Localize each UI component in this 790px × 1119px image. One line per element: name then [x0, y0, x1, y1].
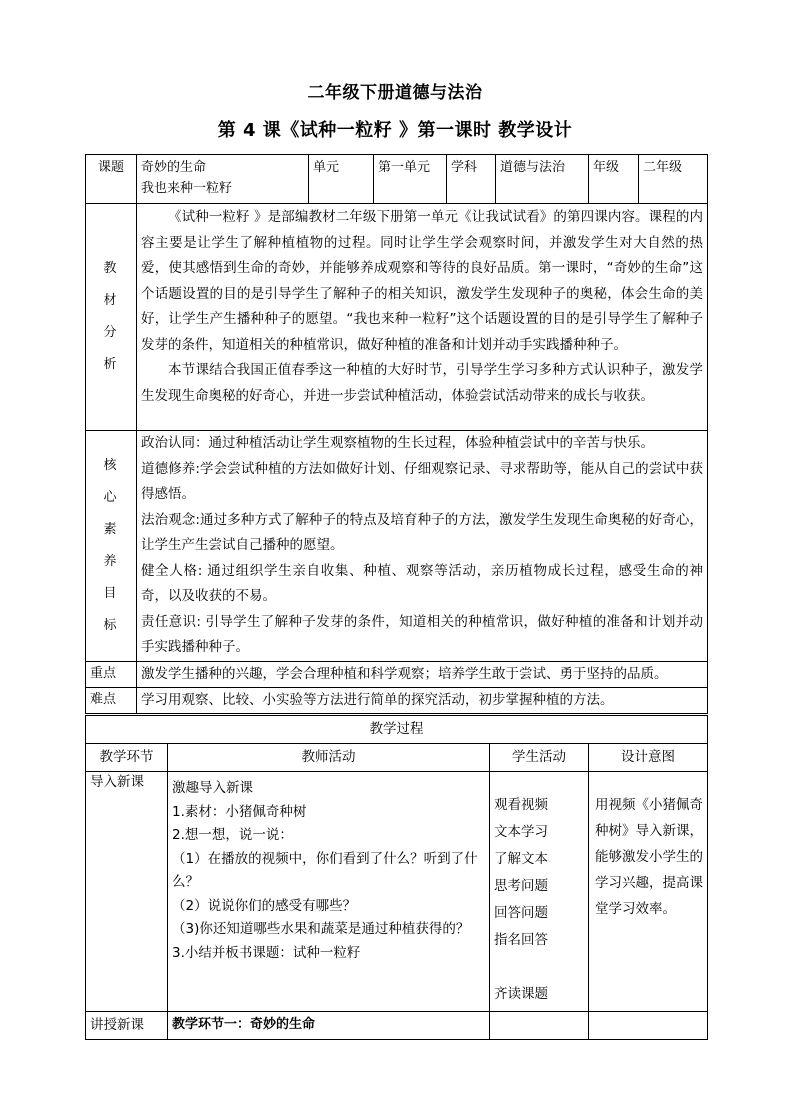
key-point-label: 重点	[86, 662, 137, 688]
unit-value: 第一单元	[374, 155, 447, 204]
process-title: 教学过程	[86, 716, 708, 744]
topic-label: 课题	[86, 155, 137, 204]
subject-value: 道德与法治	[496, 155, 589, 204]
teacher-line: 2.想一想，说一说：	[172, 827, 293, 843]
grade-value: 二年级	[639, 155, 708, 204]
unit-label: 单元	[309, 155, 374, 204]
teacher-line: 3.小结并板书课题：试种一粒籽	[172, 944, 361, 961]
teacher-line: （3)你还知道哪些水果和蔬菜是通过种植获得的？	[172, 921, 470, 937]
process-title-row	[86, 716, 708, 744]
grade-label: 年级	[589, 155, 639, 204]
difficulty-row	[86, 688, 708, 714]
header-teacher: 教师活动	[168, 744, 490, 772]
student-line	[494, 954, 584, 981]
topic-line: 奇妙的生命	[141, 160, 207, 175]
student-line: 观看视频	[494, 797, 548, 813]
teacher-line: 激趣导入新课	[172, 780, 253, 796]
goal-personality: 健全人格: 通过组织学生亲自收集、种植、观察等活动，亲历植物成长过程，感受生命的神奇，以及收获的不易。	[141, 562, 703, 604]
analysis-label: 教材 分析	[86, 204, 137, 431]
literacy-row	[86, 431, 708, 662]
student-line: 回答问题	[494, 905, 548, 921]
student-line: 思考问题	[494, 878, 548, 894]
goal-legal: 法治观念:通过多种方式了解种子的特点及培育种子的方法，激发学生发现生命奥秘的好奇心，让学生产生尝试自己播种的愿望。	[141, 511, 703, 553]
header-stage: 教学环节	[86, 744, 168, 772]
topic-line: 我也来种一粒籽	[141, 180, 233, 196]
student-activity-teach	[490, 1012, 589, 1040]
goal-responsibility: 责任意识: 引导学生了解种子发芽的条件，知道相关的种植常识，做好种植的准备和计划并动手实践播种种子。	[141, 613, 703, 655]
teacher-activity-intro	[168, 772, 490, 1012]
stage-teach: 讲授新课	[86, 1012, 168, 1040]
goal-political: 政治认同：通过种植活动让学生观察植物的生长过程，体验种植尝试中的辛苦与快乐。	[141, 435, 654, 451]
stage-intro: 导入新课	[86, 772, 168, 1012]
header-intent: 设计意图	[589, 744, 708, 772]
student-activity-intro	[490, 772, 589, 1012]
teaching-process-table	[85, 715, 708, 1040]
literacy-label: 核心 素养 目标	[86, 431, 137, 662]
design-intent-teach	[589, 1012, 708, 1040]
difficulty-value: 学习用观察、比较、小实验等方法进行简单的探究活动，初步掌握种植的方法。	[137, 688, 708, 714]
lesson-title: 第 4 课《试种一粒籽 》第一课时 教学设计	[217, 120, 573, 141]
topic-row	[86, 155, 708, 204]
teacher-activity-teach: 教学环节一：奇妙的生命	[168, 1012, 490, 1040]
student-line: 了解文本	[494, 851, 548, 867]
teacher-line: （1）在播放的视频中，你们看到了什么？听到了什么？	[172, 850, 478, 890]
literacy-content	[137, 431, 708, 662]
teacher-line: 1.素材：小猪佩奇种树	[172, 803, 307, 820]
student-line: 指名回答	[494, 932, 548, 948]
subject-label: 学科	[447, 155, 496, 204]
goal-moral: 道德修养:学会尝试种植的方法如做好计划、仔细观察记录、寻求帮助等，能从自己的尝试中获得感悟。	[141, 460, 703, 502]
student-line: 齐读课题	[494, 986, 548, 1002]
design-intent-intro: 用视频《小猪佩奇种树》导入新课，能够激发小学生的学习兴趣，提高课堂学习效率。	[589, 772, 708, 1012]
process-header-row	[86, 744, 708, 772]
analysis-paragraph: 本节课结合我国正值春季这一种植的大好时节，引导学生学习多种方式认识种子，激发学生发现生命奥秘的好奇心，并进一步尝试种植活动，体验尝试活动带来的成长与收获。	[141, 362, 703, 404]
difficulty-label: 难点	[86, 688, 137, 714]
topic-value	[137, 155, 309, 204]
analysis-content	[137, 204, 708, 431]
lesson-info-table	[85, 154, 708, 714]
teacher-line: （2）说说你们的感受有哪些？	[172, 897, 357, 914]
process-row-intro	[86, 772, 708, 1012]
process-row-teach	[86, 1012, 708, 1040]
student-line: 文本学习	[494, 824, 548, 840]
header-student: 学生活动	[490, 744, 589, 772]
analysis-paragraph: 《试种一粒籽 》是部编教材二年级下册第一单元《让我试试看》的第四课内容。课程的内容主要是让学生了解种植植物的过程。同时让学生学会观察时间，并激发学生对大自然的热爱，使其感悟到生命的奇妙，并能够养成观察和等待的良好品质。第一课时，“奇妙的生命”这个话题设置的目的是引导学生了解种子的相关知识，激发学生发现种子的奥秘，体会生命的美好，让学生产生播种种子的愿望。“我也来种一粒籽”这个话题设置的目的是引导学生了解种子发芽的条件，知道相关的种植常识，做好种植的准备和计划并动手实践播种种子。	[141, 209, 703, 353]
key-point-row	[86, 662, 708, 688]
key-point-value: 激发学生播种的兴趣，学会合理种植和科学观察；培养学生敢于尝试、勇于坚持的品质。	[137, 662, 708, 688]
document-title: 二年级下册道德与法治	[307, 83, 483, 103]
analysis-row	[86, 204, 708, 431]
